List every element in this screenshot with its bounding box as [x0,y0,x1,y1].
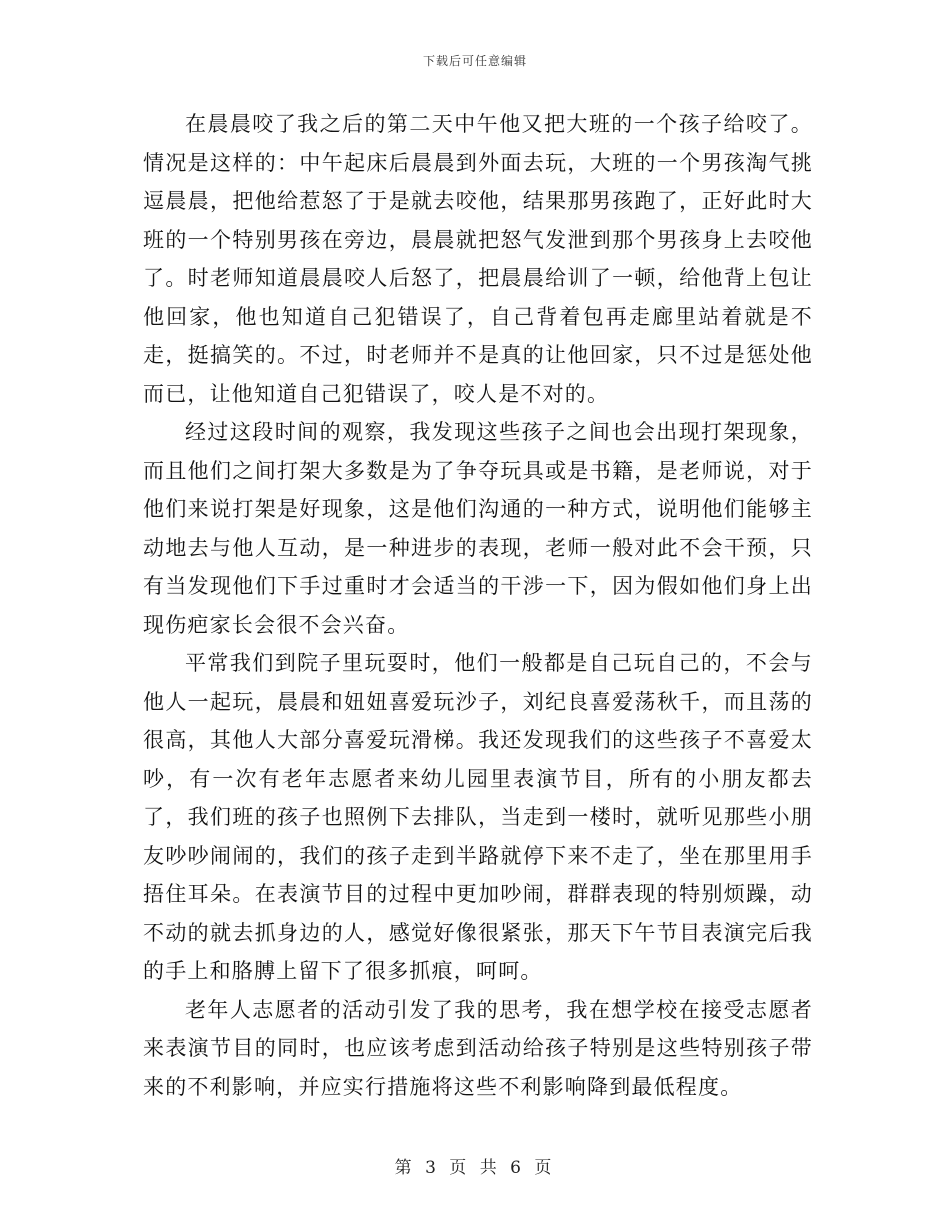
paragraph-1: 在晨晨咬了我之后的第二天中午他又把大班的一个孩子给咬了。情况是这样的：中午起床后晨晨到外面去玩，大班的一个男孩淘气挑逗晨晨，把他给惹怒了于是就去咬他，结果那男孩跑了，正好此时大班的一个特别男孩在旁边，晨晨就把怒气发泄到那个男孩身上去咬他了。时老师知道晨晨咬人后怒了，把晨晨给训了一顿，给他背上包让他回家，他也知道自己犯错误了，自己背着包再走廊里站着就是不走，挺搞笑的。不过，时老师并不是真的让他回家，只不过是惩处他而已，让他知道自己犯错误了，咬人是不对的。 [143,112,813,406]
header-note: 下载后可任意编辑 [422,54,527,68]
paragraph-2: 经过这段时间的观察，我发现这些孩子之间也会出现打架现象，而且他们之间打架大多数是为了争夺玩具或是书籍，是老师说，对于他们来说打架是好现象，这是他们沟通的一种方式，说明他们能够主动地去与他人互动，是一种进步的表现，老师一般对此不会干预，只有当发现他们下手过重时才会适当的干涉一下，因为假如他们身上出现伤疤家长会很不会兴奋。 [143,420,813,637]
document-body [143,105,813,1106]
page-number-footer: 第 3 页 共 6 页 [394,1158,556,1178]
paragraph-3: 平常我们到院子里玩耍时，他们一般都是自己玩自己的，不会与他人一起玩，晨晨和妞妞喜爱玩沙子，刘纪良喜爱荡秋千，而且荡的很高，其他人大部分喜爱玩滑梯。我还发现我们的这些孩子不喜爱太吵，有一次有老年志愿者来幼儿园里表演节目，所有的小朋友都去了，我们班的孩子也照例下去排队，当走到一楼时，就听见那些小朋友吵吵闹闹的，我们的孩子走到半路就停下来不走了，坐在那里用手捂住耳朵。在表演节目的过程中更加吵闹，群群表现的特别烦躁，动不动的就去抓身边的人，感觉好像很紧张，那天下午节目表演完后我的手上和胳膊上留下了很多抓痕，呵呵。 [143,651,813,983]
paragraph-4: 老年人志愿者的活动引发了我的思考，我在想学校在接受志愿者来表演节目的同时，也应该考虑到活动给孩子特别是这些特别孩子带来的不利影响，并应实行措施将这些不利影响降到最低程度。 [143,997,813,1099]
